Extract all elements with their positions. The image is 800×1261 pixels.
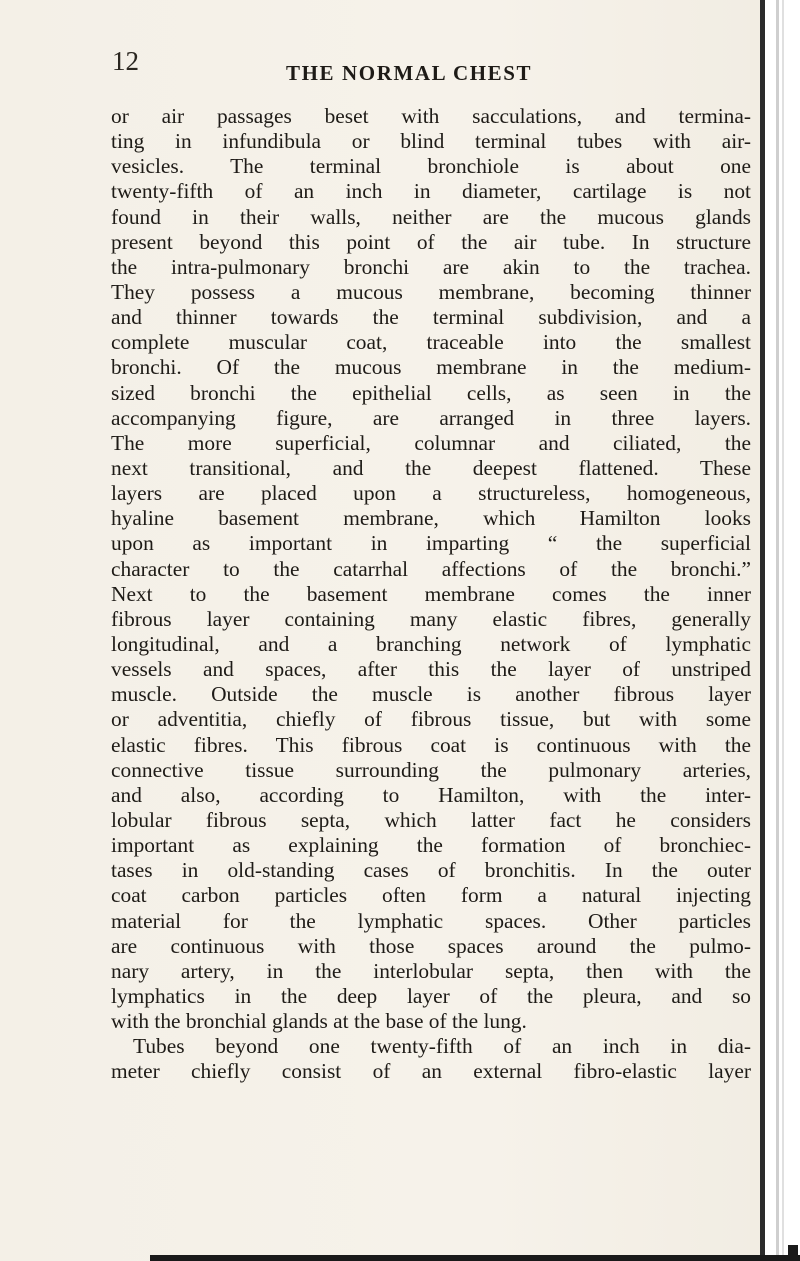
paragraph-1 xyxy=(111,104,751,1034)
text-line: and also, according to Hamilton, with the inter- xyxy=(111,782,751,807)
text-line: are continuous with those spaces around the pulmo- xyxy=(111,933,751,958)
page-number: 12 xyxy=(112,46,139,76)
page-edge-border xyxy=(760,0,800,1261)
bottom-edge-rule xyxy=(150,1255,800,1261)
text-line: muscle. Outside the muscle is another fibrous layer xyxy=(111,682,751,707)
text-line: bronchi. Of the mucous membrane in the medium- xyxy=(111,355,751,380)
text-line: found in their walls, neither are the mucous glands xyxy=(111,204,751,229)
text-line: Tubes beyond one twenty-fifth of an inch in dia- xyxy=(133,1034,751,1059)
text-line: fibrous layer containing many elastic fibres, generally xyxy=(111,606,751,631)
text-line: material for the lymphatic spaces. Other particles xyxy=(111,908,751,933)
text-line: Next to the basement membrane comes the inner xyxy=(111,581,751,606)
bottom-corner-mark xyxy=(788,1245,798,1261)
text-line: meter chiefly consist of an external fibro-elastic layer xyxy=(111,1059,751,1084)
text-line: They possess a mucous membrane, becoming thinner xyxy=(111,279,751,304)
text-line: twenty-fifth of an inch in diameter, cartilage is not xyxy=(111,179,751,204)
text-line: The more superficial, columnar and ciliated, the xyxy=(111,430,751,455)
text-line: the intra-pulmonary bronchi are akin to the trachea. xyxy=(111,254,751,279)
text-line: complete muscular coat, traceable into the smallest xyxy=(111,330,751,355)
text-line: coat carbon particles often form a natural injecting xyxy=(111,883,751,908)
paragraph-2 xyxy=(111,1034,751,1084)
text-line: character to the catarrhal affections of the bronchi.” xyxy=(111,556,751,581)
text-line: nary artery, in the interlobular septa, then with the xyxy=(111,958,751,983)
text-line: layers are placed upon a structureless, homogeneous, xyxy=(111,481,751,506)
text-line: longitudinal, and a branching network of lymphatic xyxy=(111,631,751,656)
text-line: accompanying figure, are arranged in three layers. xyxy=(111,405,751,430)
text-line: or air passages beset with sacculations, and termina- xyxy=(111,104,751,128)
text-line: next transitional, and the deepest flattened. These xyxy=(111,455,751,480)
text-line: tases in old-standing cases of bronchitis. In the outer xyxy=(111,858,751,883)
text-line: vesicles. The terminal bronchiole is about one xyxy=(111,154,751,179)
text-line: ting in infundibula or blind terminal tubes with air- xyxy=(111,129,751,154)
text-line: sized bronchi the epithelial cells, as seen in the xyxy=(111,380,751,405)
page-edge-light-rule xyxy=(776,0,779,1261)
running-head: THE NORMAL CHEST xyxy=(286,61,533,85)
text-line: connective tissue surrounding the pulmonary arteries, xyxy=(111,757,751,782)
text-line: upon as important in imparting “ the superficial xyxy=(111,531,751,556)
page-edge-dark-rule xyxy=(760,0,765,1261)
page-edge-light-rule-2 xyxy=(782,0,784,1261)
text-line: hyaline basement membrane, which Hamilton looks xyxy=(111,506,751,531)
text-line: and thinner towards the terminal subdivision, and a xyxy=(111,305,751,330)
text-line: with the bronchial glands at the base of the lung. xyxy=(111,1009,527,1034)
text-line: elastic fibres. This fibrous coat is continuous with the xyxy=(111,732,751,757)
text-line: lobular fibrous septa, which latter fact he considers xyxy=(111,807,751,832)
text-line: lymphatics in the deep layer of the pleura, and so xyxy=(111,983,751,1008)
text-line: present beyond this point of the air tube. In structure xyxy=(111,229,751,254)
text-line: vessels and spaces, after this the layer of unstriped xyxy=(111,657,751,682)
body-text xyxy=(111,104,751,1084)
text-line: important as explaining the formation of bronchiec- xyxy=(111,833,751,858)
text-line: or adventitia, chiefly of fibrous tissue, but with some xyxy=(111,707,751,732)
